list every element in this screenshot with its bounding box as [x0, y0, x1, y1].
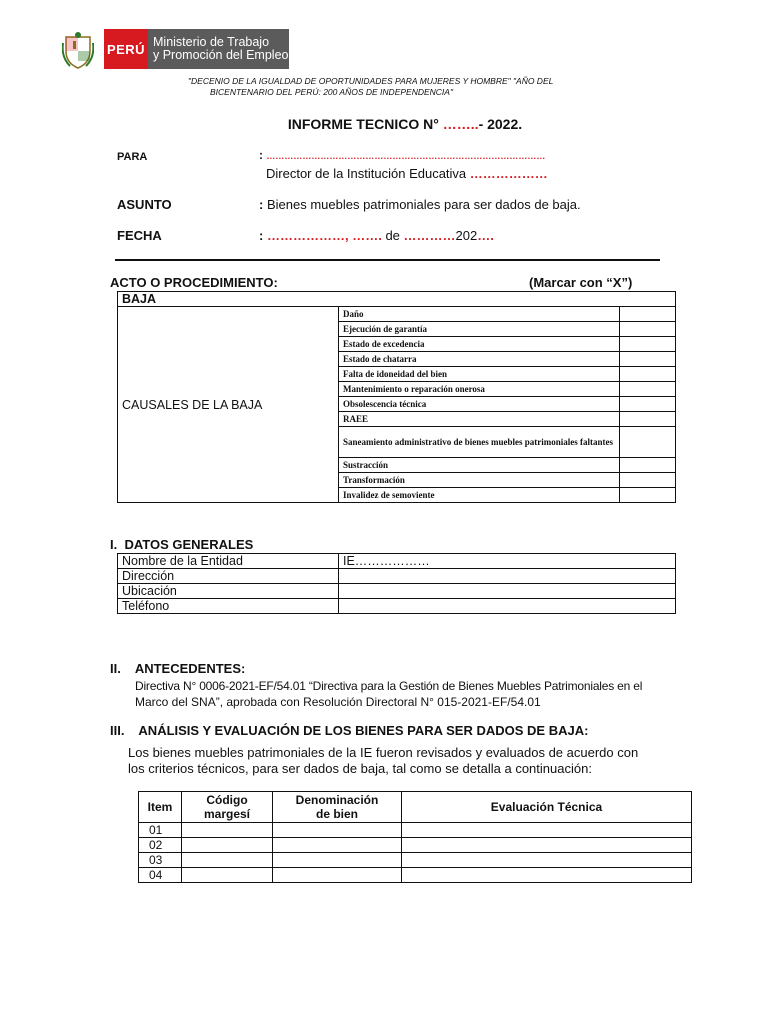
denominacion-cell[interactable]: [273, 853, 402, 868]
slogan-line1: "DECENIO DE LA IGUALDAD DE OPORTUNIDADES PARA MUJERES Y HOMBRE" "AÑO DEL: [188, 76, 554, 86]
evaluacion-cell[interactable]: [402, 868, 692, 883]
causal-label: Obsolescencia técnica: [339, 397, 620, 412]
causal-label: RAEE: [339, 412, 620, 427]
causal-checkbox[interactable]: [620, 488, 676, 503]
datos-value[interactable]: [339, 599, 676, 614]
asunto-label: ASUNTO: [117, 197, 172, 212]
item-number: 04: [139, 868, 182, 883]
causal-label: Invalidez de semoviente: [339, 488, 620, 503]
analisis-text: [128, 745, 688, 777]
codigo-cell[interactable]: [182, 853, 273, 868]
causal-checkbox[interactable]: [620, 427, 676, 458]
codigo-cell[interactable]: [182, 823, 273, 838]
causal-label: Falta de idoneidad del bien: [339, 367, 620, 382]
col-codigo-header: Código margesí: [182, 792, 273, 823]
coat-of-arms-icon: [62, 31, 94, 69]
para-line: : …………………………………………………………………………………: [259, 148, 546, 162]
document-title: INFORME TECNICO N° ……..- 2022.: [287, 116, 523, 132]
acto-instruction: (Marcar con “X”): [529, 275, 633, 290]
item-number: 03: [139, 853, 182, 868]
causal-checkbox[interactable]: [620, 352, 676, 367]
causal-label: Saneamiento administrativo de bienes muebles patrimoniales faltantes: [339, 427, 620, 458]
codigo-cell[interactable]: [182, 838, 273, 853]
fecha-value: : ………………, ……. de …………202….: [259, 228, 494, 243]
item-number: 01: [139, 823, 182, 838]
analisis-heading: III. ANÁLISIS Y EVALUACIÓN DE LOS BIENES PARA SER DADOS DE BAJA:: [110, 723, 589, 738]
col-item-header: Item: [139, 792, 182, 823]
fecha-label: FECHA: [117, 228, 162, 243]
datos-label: Teléfono: [118, 599, 339, 614]
antecedentes-heading: II. ANTECEDENTES:: [110, 661, 246, 676]
causal-checkbox[interactable]: [620, 322, 676, 337]
col-evaluacion-header: Evaluación Técnica: [402, 792, 692, 823]
ministry-logo: [148, 29, 289, 69]
datos-label: Dirección: [118, 569, 339, 584]
causales-label: CAUSALES DE LA BAJA: [118, 307, 339, 503]
causal-label: Estado de excedencia: [339, 337, 620, 352]
causal-label: Estado de chatarra: [339, 352, 620, 367]
causal-checkbox[interactable]: [620, 397, 676, 412]
denominacion-cell[interactable]: [273, 868, 402, 883]
codigo-cell[interactable]: [182, 868, 273, 883]
causal-checkbox[interactable]: [620, 382, 676, 397]
ministry-line2: y Promoción del Empleo: [153, 48, 289, 62]
evaluacion-cell[interactable]: [402, 838, 692, 853]
analisis-line2: los criterios técnicos, para ser dados de baja, tal como se detalla a continuación:: [128, 761, 592, 776]
baja-label: BAJA: [118, 292, 676, 307]
causal-checkbox[interactable]: [620, 337, 676, 352]
antecedentes-line1: Directiva N° 0006-2021-EF/54.01 “Directiva para la Gestión de Bienes Muebles Patrimoniales en el: [135, 679, 643, 693]
denominacion-cell[interactable]: [273, 838, 402, 853]
causal-label: Mantenimiento o reparación onerosa: [339, 382, 620, 397]
evaluacion-cell[interactable]: [402, 853, 692, 868]
para-value: Director de la Institución Educativa ………………: [266, 166, 548, 181]
datos-table: [117, 553, 676, 614]
divider: [115, 259, 660, 261]
para-label: PARA: [117, 151, 148, 163]
antecedentes-text: [135, 678, 680, 710]
peru-logo: PERÚ: [104, 29, 148, 69]
causal-checkbox[interactable]: [620, 367, 676, 382]
analisis-line1: Los bienes muebles patrimoniales de la IE fueron revisados y evaluados de acuerdo con: [128, 745, 639, 760]
causal-checkbox[interactable]: [620, 307, 676, 322]
datos-label: Nombre de la Entidad: [118, 554, 339, 569]
slogan: [188, 76, 608, 98]
bienes-table: [138, 791, 692, 883]
causal-label: Transformación: [339, 473, 620, 488]
antecedentes-line2: Marco del SNA”, aprobada con Resolución Directoral N° 015-2021-EF/54.01: [135, 695, 541, 709]
datos-label: Ubicación: [118, 584, 339, 599]
datos-value[interactable]: IE………………: [339, 554, 676, 569]
denominacion-cell[interactable]: [273, 823, 402, 838]
causal-checkbox[interactable]: [620, 458, 676, 473]
acto-heading: ACTO O PROCEDIMIENTO:: [110, 275, 278, 290]
causales-table: [117, 291, 676, 503]
datos-value[interactable]: [339, 569, 676, 584]
causal-checkbox[interactable]: [620, 412, 676, 427]
datos-heading: I. DATOS GENERALES: [110, 537, 254, 552]
causal-label: Daño: [339, 307, 620, 322]
datos-value[interactable]: [339, 584, 676, 599]
slogan-line2: BICENTENARIO DEL PERÚ: 200 AÑOS DE INDEPENDENCIA": [210, 87, 453, 97]
evaluacion-cell[interactable]: [402, 823, 692, 838]
ministry-line1: Ministerio de Trabajo: [153, 35, 270, 49]
causal-checkbox[interactable]: [620, 473, 676, 488]
causal-label: Ejecución de garantía: [339, 322, 620, 337]
col-denominacion-header: Denominación de bien: [273, 792, 402, 823]
item-number: 02: [139, 838, 182, 853]
asunto-value: : Bienes muebles patrimoniales para ser dados de baja.: [259, 197, 581, 212]
causal-label: Sustracción: [339, 458, 620, 473]
